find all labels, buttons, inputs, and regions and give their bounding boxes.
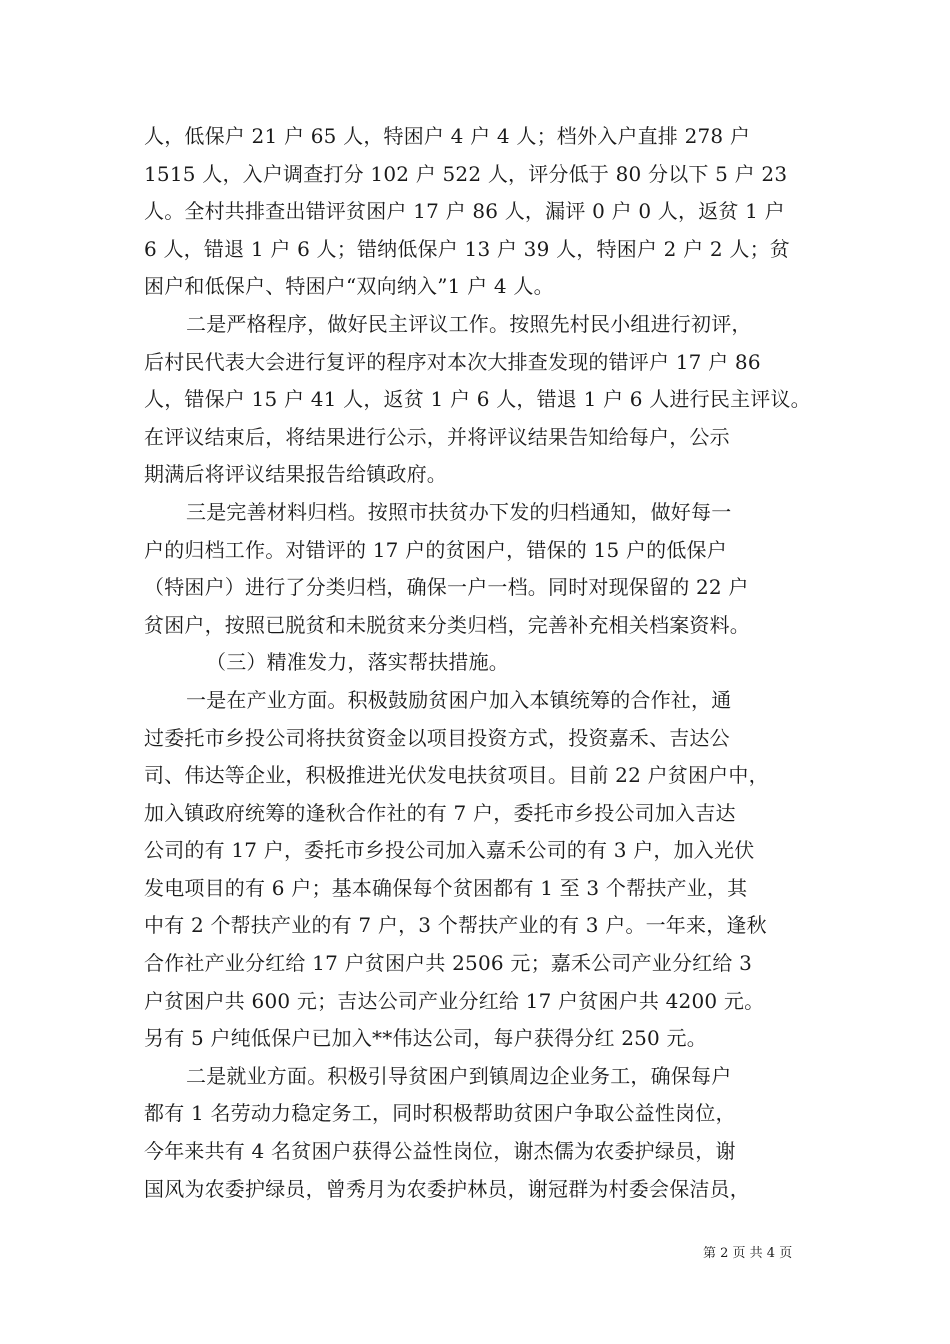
text-line: 困户和低保户、特困户“双向纳入”1 户 4 人。 (144, 274, 554, 299)
text-line: 今年来共有 4 名贫困户获得公益性岗位，谢杰儒为农委护绿员，谢 (144, 1139, 736, 1164)
text-line: 发电项目的有 6 户；基本确保每个贫困都有 1 至 3 个帮扶产业，其 (144, 875, 748, 900)
text-line: 后村民代表大会进行复评的程序对本次大排查发现的错评户 17 户 86 (144, 349, 761, 374)
paragraph-start-line: 二是严格程序，做好民主评议工作。按照先村民小组进行初评， (186, 311, 752, 336)
text-line: 合作社产业分红给 17 户贫困户共 2506 元；嘉禾公司产业分红给 3 (144, 951, 753, 976)
text-line: 贫困户，按照已脱贫和未脱贫来分类归档，完善补充相关档案资料。 (144, 612, 750, 637)
text-line: 人，错保户 15 户 41 人，返贫 1 户 6 人，错退 1 户 6 人进行民主评议。 (144, 387, 811, 412)
text-line: 公司的有 17 户，委托市乡投公司加入嘉禾公司的有 3 户，加入光伏 (144, 838, 755, 863)
text-line: 人，低保户 21 户 65 人，特困户 4 户 4 人；档外入户直排 278 户 (144, 124, 751, 148)
text-line: 中有 2 个帮扶产业的有 7 户，3 个帮扶产业的有 3 户。一年来，逢秋 (144, 913, 767, 938)
paragraph-start-line: 三是完善材料归档。按照市扶贫办下发的归档通知，做好每一 (186, 499, 732, 524)
text-line: 1515 人，入户调查打分 102 户 522 人，评分低于 80 分以下 5 户 23 (144, 161, 788, 186)
text-line: 另有 5 户纯低保户已加入**伟达公司，每户获得分红 250 元。 (144, 1026, 707, 1051)
text-line: 都有 1 名劳动力稳定务工，同时积极帮助贫困户争取公益性岗位， (144, 1101, 736, 1126)
paragraph-start-line: 一是在产业方面。积极鼓励贫困户加入本镇统筹的合作社，通 (186, 687, 732, 712)
text-line: 户的归档工作。对错评的 17 户的贫困户，错保的 15 户的低保户 (144, 537, 727, 562)
text-line: 期满后将评议结果报告给镇政府。 (144, 462, 447, 487)
paragraph-start-line: 二是就业方面。积极引导贫困户到镇周边企业务工，确保每户 (186, 1063, 732, 1088)
text-line: 户贫困户共 600 元；吉达公司产业分红给 17 户贫困户共 4200 元。 (144, 988, 765, 1013)
section-heading: （三）精准发力，落实帮扶措施。 (206, 650, 509, 675)
text-line: 司、伟达等企业，积极推进光伏发电扶贫项目。目前 22 户贫困户中， (144, 763, 769, 788)
text-line: 在评议结束后，将结果进行公示，并将评议结果告知给每户，公示 (144, 424, 730, 449)
text-line: 加入镇政府统筹的逢秋合作社的有 7 户，委托市乡投公司加入吉达 (144, 800, 736, 825)
text-line: 过委托市乡投公司将扶贫资金以项目投资方式，投资嘉禾、吉达公 (144, 725, 730, 750)
text-line: 国风为农委护绿员，曾秀月为农委护林员，谢冠群为村委会保洁员， (144, 1176, 750, 1201)
document-body (144, 118, 812, 1208)
text-line: （特困户）进行了分类归档，确保一户一档。同时对现保留的 22 户 (144, 575, 749, 600)
page-number: 第 2 页 共 4 页 (703, 1246, 793, 1261)
text-line: 6 人，错退 1 户 6 人；错纳低保户 13 户 39 人，特困户 2 户 2 人；贫 (144, 236, 790, 261)
text-line: 人。全村共排查出错评贫困户 17 户 86 人，漏评 0 户 0 人，返贫 1 户 (144, 199, 785, 224)
